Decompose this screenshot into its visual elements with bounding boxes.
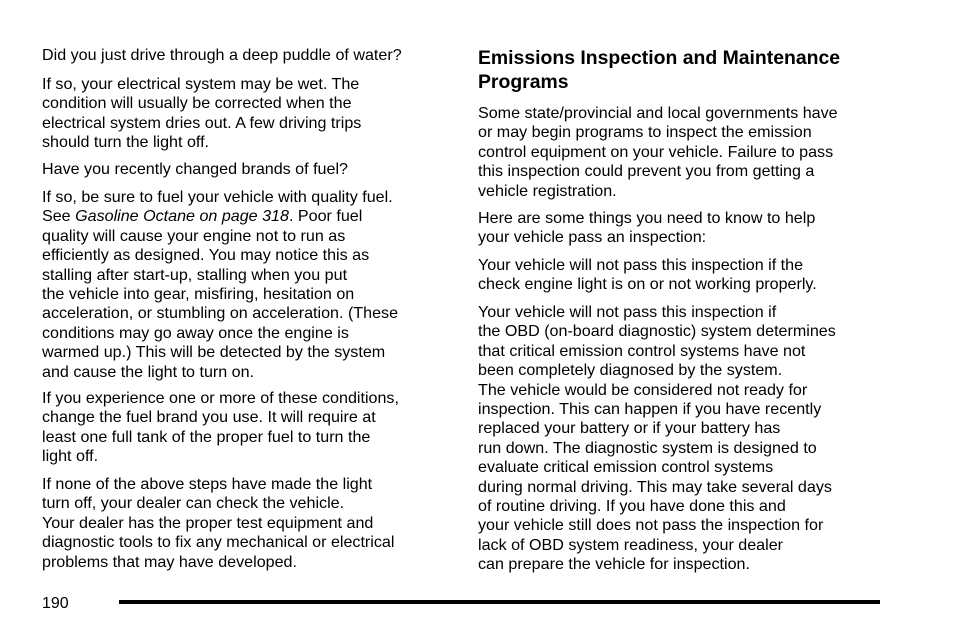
section-heading: Emissions Inspection and Maintenance Programs xyxy=(478,47,841,93)
paragraph-puddle-question: Did you just drive through a deep puddle of water? xyxy=(42,46,402,64)
paragraph-check-engine-light: Your vehicle will not pass this inspection if the check engine light is on or not working properly. xyxy=(478,256,817,294)
paragraph-inspection-programs: Some state/provincial and local governments have or may begin programs to inspect the emission control equipment on your vehicle. Failure to pass this inspection could prevent you from getting a vehicle registration. xyxy=(478,104,838,200)
paragraph-dealer-check: If none of the above steps have made the light turn off, your dealer can check the vehicle. Your dealer has the proper test equipment and diagnostic tools to fix any mechanical or electrical problems that may have developed. xyxy=(42,475,395,571)
paragraph-quality-fuel: If so, be sure to fuel your vehicle with quality fuel. See Gasoline Octane on page 318. Poor fuel quality will cause your engine not to run as efficiently as designed. You may notice this as stalling after start-up, stalling when you put the vehicle into gear, misfiring, hesitation on acceleration, or stumbling on acceleration. (These conditions may go away once the engine is warmed up.) This will be detected by the system and cause the light to turn on. xyxy=(42,188,399,381)
paragraph-obd-readiness: Your vehicle will not pass this inspection if the OBD (on-board diagnostic) system determines that critical emission control systems have not been completely diagnosed by the system. The vehicle would be considered not ready for inspection. This can happen if you have recently replaced your battery or if your battery has run down. The diagnostic system is designed to evaluate critical emission control systems during normal driving. This may take several days of routine driving. If you have done this and your vehicle still does not pass the inspection for lack of OBD system readiness, your dealer can prepare the vehicle for inspection. xyxy=(478,303,836,574)
paragraph-change-fuel-brand: If you experience one or more of these conditions, change the fuel brand you use. It will require at least one full tank of the proper fuel to turn the light off. xyxy=(42,389,399,466)
page-number: 190 xyxy=(42,595,69,612)
paragraph-electrical-wet: If so, your electrical system may be wet. The condition will usually be corrected when the electrical system dries out. A few driving trips should turn the light off. xyxy=(42,75,362,152)
footer-rule xyxy=(119,600,880,604)
paragraph-things-to-know: Here are some things you need to know to help your vehicle pass an inspection: xyxy=(478,209,816,247)
paragraph-fuel-question: Have you recently changed brands of fuel? xyxy=(42,160,348,178)
gasoline-octane-reference-link[interactable]: Gasoline Octane on page 318 xyxy=(75,207,289,226)
